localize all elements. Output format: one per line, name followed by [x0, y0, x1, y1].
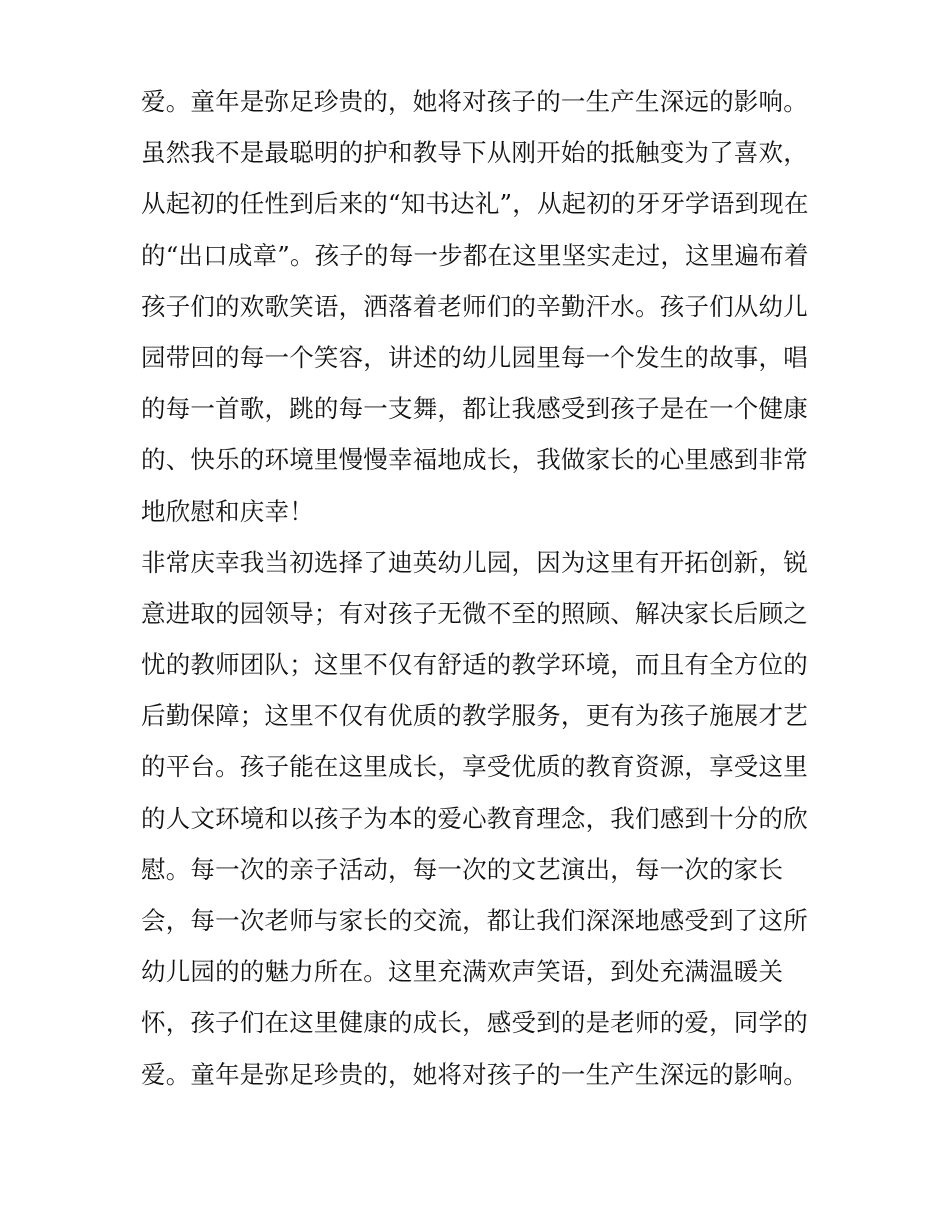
text-line: 意进取的园领导；有对孩子无微不至的照顾、解决家长后顾之 — [141, 598, 808, 628]
text-line: 的每一首歌，跳的每一支舞，都让我感受到孩子是在一个健康 — [141, 394, 808, 424]
text-line: 的、快乐的环境里慢慢幸福地成长，我做家长的心里感到非常 — [141, 445, 808, 475]
text-line: 虽然我不是最聪明的护和教导下从刚开始的抵触变为了喜欢， — [141, 138, 808, 168]
text-line: 园带回的每一个笑容，讲述的幼儿园里每一个发生的故事，唱 — [141, 342, 808, 372]
text-line: 地欣慰和庆幸！ — [141, 496, 314, 526]
text-line: 忧的教师团队；这里不仅有舒适的教学环境，而且有全方位的 — [141, 650, 808, 680]
text-line: 会，每一次老师与家长的交流，都让我们深深地感受到了这所 — [141, 906, 808, 935]
text-line: 孩子们的欢歌笑语，洒落着老师们的辛勤汗水。孩子们从幼儿 — [141, 291, 808, 321]
text-line: 怀，孩子们在这里健康的成长，感受到的是老师的爱，同学的 — [141, 1008, 808, 1038]
body-text — [141, 76, 841, 1100]
text-line: 的平台。孩子能在这里成长，享受优质的教育资源，享受这里 — [141, 752, 808, 782]
text-line: 的人文环境和以孩子为本的爱心教育理念，我们感到十分的欣 — [141, 803, 808, 833]
text-line: 爱。童年是弥足珍贵的，她将对孩子的一生产生深远的影响。 — [141, 1059, 808, 1089]
text-line: 幼儿园的的魅力所在。这里充满欢声笑语，到处充满温暖关 — [141, 957, 784, 987]
text-line: 非常庆幸我当初选择了迪英幼儿园，因为这里有开拓创新，锐 — [141, 547, 808, 577]
text-line: 的“出口成章”。孩子的每一步都在这里坚实走过，这里遍布着 — [141, 240, 809, 270]
text-line: 从起初的任性到后来的“知书达礼”，从起初的牙牙学语到现在 — [141, 189, 809, 219]
text-line: 后勤保障；这里不仅有优质的教学服务，更有为孩子施展才艺 — [141, 701, 808, 731]
text-line: 爱。童年是弥足珍贵的，她将对孩子的一生产生深远的影响。 — [141, 87, 808, 116]
text-line: 慰。每一次的亲子活动，每一次的文艺演出，每一次的家长 — [141, 854, 784, 884]
